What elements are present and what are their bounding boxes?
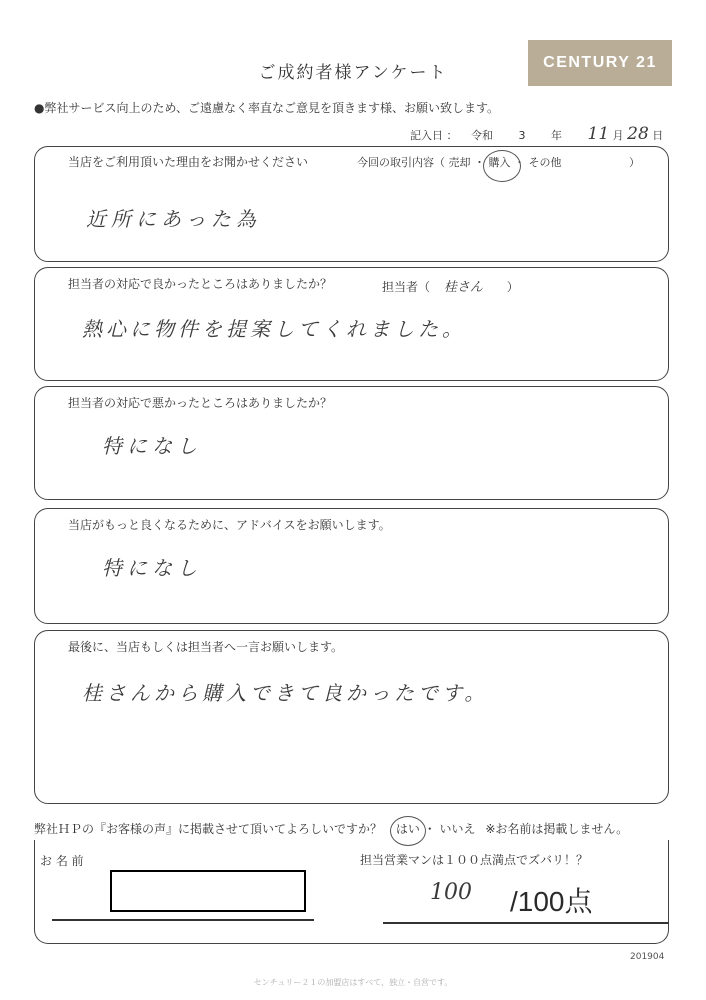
publish-option-yes bbox=[396, 822, 424, 836]
form-code: 201904 bbox=[630, 952, 665, 962]
deal-type-close: ） bbox=[629, 156, 640, 169]
date-line bbox=[410, 124, 663, 144]
deal-option-sell: 売却 bbox=[448, 156, 471, 169]
score-max: /100点 bbox=[510, 886, 593, 917]
publish-option-no: いいえ bbox=[439, 822, 476, 836]
deal-option-buy-label: 購入 bbox=[488, 156, 511, 169]
date-month: 11 bbox=[587, 124, 610, 144]
question-good-points: 担当者の対応で良かったところはありましたか？ bbox=[68, 277, 333, 291]
redacted-name-box bbox=[110, 870, 306, 912]
answer-good-points: 熱心に物件を提案してくれました。 bbox=[82, 317, 466, 341]
staff-row bbox=[382, 276, 519, 295]
date-era: 令和 bbox=[471, 129, 493, 142]
date-month-unit: 月 bbox=[612, 129, 624, 142]
date-day: 28 bbox=[627, 124, 649, 144]
publish-sep: ・ bbox=[423, 822, 436, 836]
question-bad-points: 担当者の対応で悪かったところはありましたか？ bbox=[68, 396, 333, 410]
date-year: 3 bbox=[518, 129, 526, 142]
answer-advice: 特になし bbox=[102, 556, 202, 580]
publish-option-yes-label: はい bbox=[395, 822, 420, 836]
answer-reason: 近所にあった為 bbox=[86, 207, 261, 231]
date-label: 記入日 ： bbox=[410, 129, 458, 142]
publish-row bbox=[34, 820, 628, 837]
deal-type-label: 今回の取引内容（ bbox=[357, 156, 445, 169]
answer-bad-points: 特になし bbox=[102, 434, 202, 458]
staff-name: 桂さん bbox=[443, 280, 483, 295]
selected-circle-mark bbox=[483, 150, 521, 182]
name-label: お 名 前 bbox=[40, 854, 84, 868]
date-day-unit: 日 bbox=[652, 129, 664, 142]
footer-note: センチュリー２１の加盟店はすべて、独立・自営です。 bbox=[253, 978, 453, 987]
date-year-unit: 年 bbox=[551, 129, 562, 142]
publish-question: 弊社ＨＰの『お客様の声』に掲載させて頂いてよろしいですか？ bbox=[34, 822, 383, 836]
question-advice: 当店がもっと良くなるために、アドバイスをお願いします。 bbox=[68, 518, 391, 532]
answer-message: 桂さんから購入できて良かったです。 bbox=[82, 681, 489, 705]
deal-sep-2: ・ bbox=[514, 156, 525, 169]
intro-text: ●弊社サービス向上のため、ご遠慮なく率直なご意見を頂きます様、お願い致します。 bbox=[34, 101, 500, 115]
score-question: 担当営業マンは１００点満点でズバリ！？ bbox=[360, 853, 589, 867]
staff-close: ） bbox=[506, 280, 519, 294]
deal-sep-1: ・ bbox=[474, 156, 485, 169]
question-reason: 当店をご利用頂いた理由をお聞かせください bbox=[68, 155, 309, 169]
deal-type-row bbox=[357, 154, 640, 170]
deal-option-other: その他 bbox=[528, 156, 562, 169]
deal-option-buy bbox=[489, 156, 515, 169]
score-underline bbox=[383, 922, 669, 924]
question-message: 最後に、当店もしくは担当者へ一言お願いします。 bbox=[68, 640, 344, 654]
question-box-message bbox=[34, 630, 669, 804]
score-value: 100 bbox=[430, 880, 472, 905]
staff-label: 担当者（ bbox=[382, 280, 431, 294]
century21-logo: CENTURY 21 bbox=[528, 40, 672, 86]
form-title: ご成約者様アンケート bbox=[258, 63, 448, 83]
name-underline bbox=[52, 919, 314, 921]
publish-note: ※お名前は掲載しません。 bbox=[485, 822, 629, 836]
